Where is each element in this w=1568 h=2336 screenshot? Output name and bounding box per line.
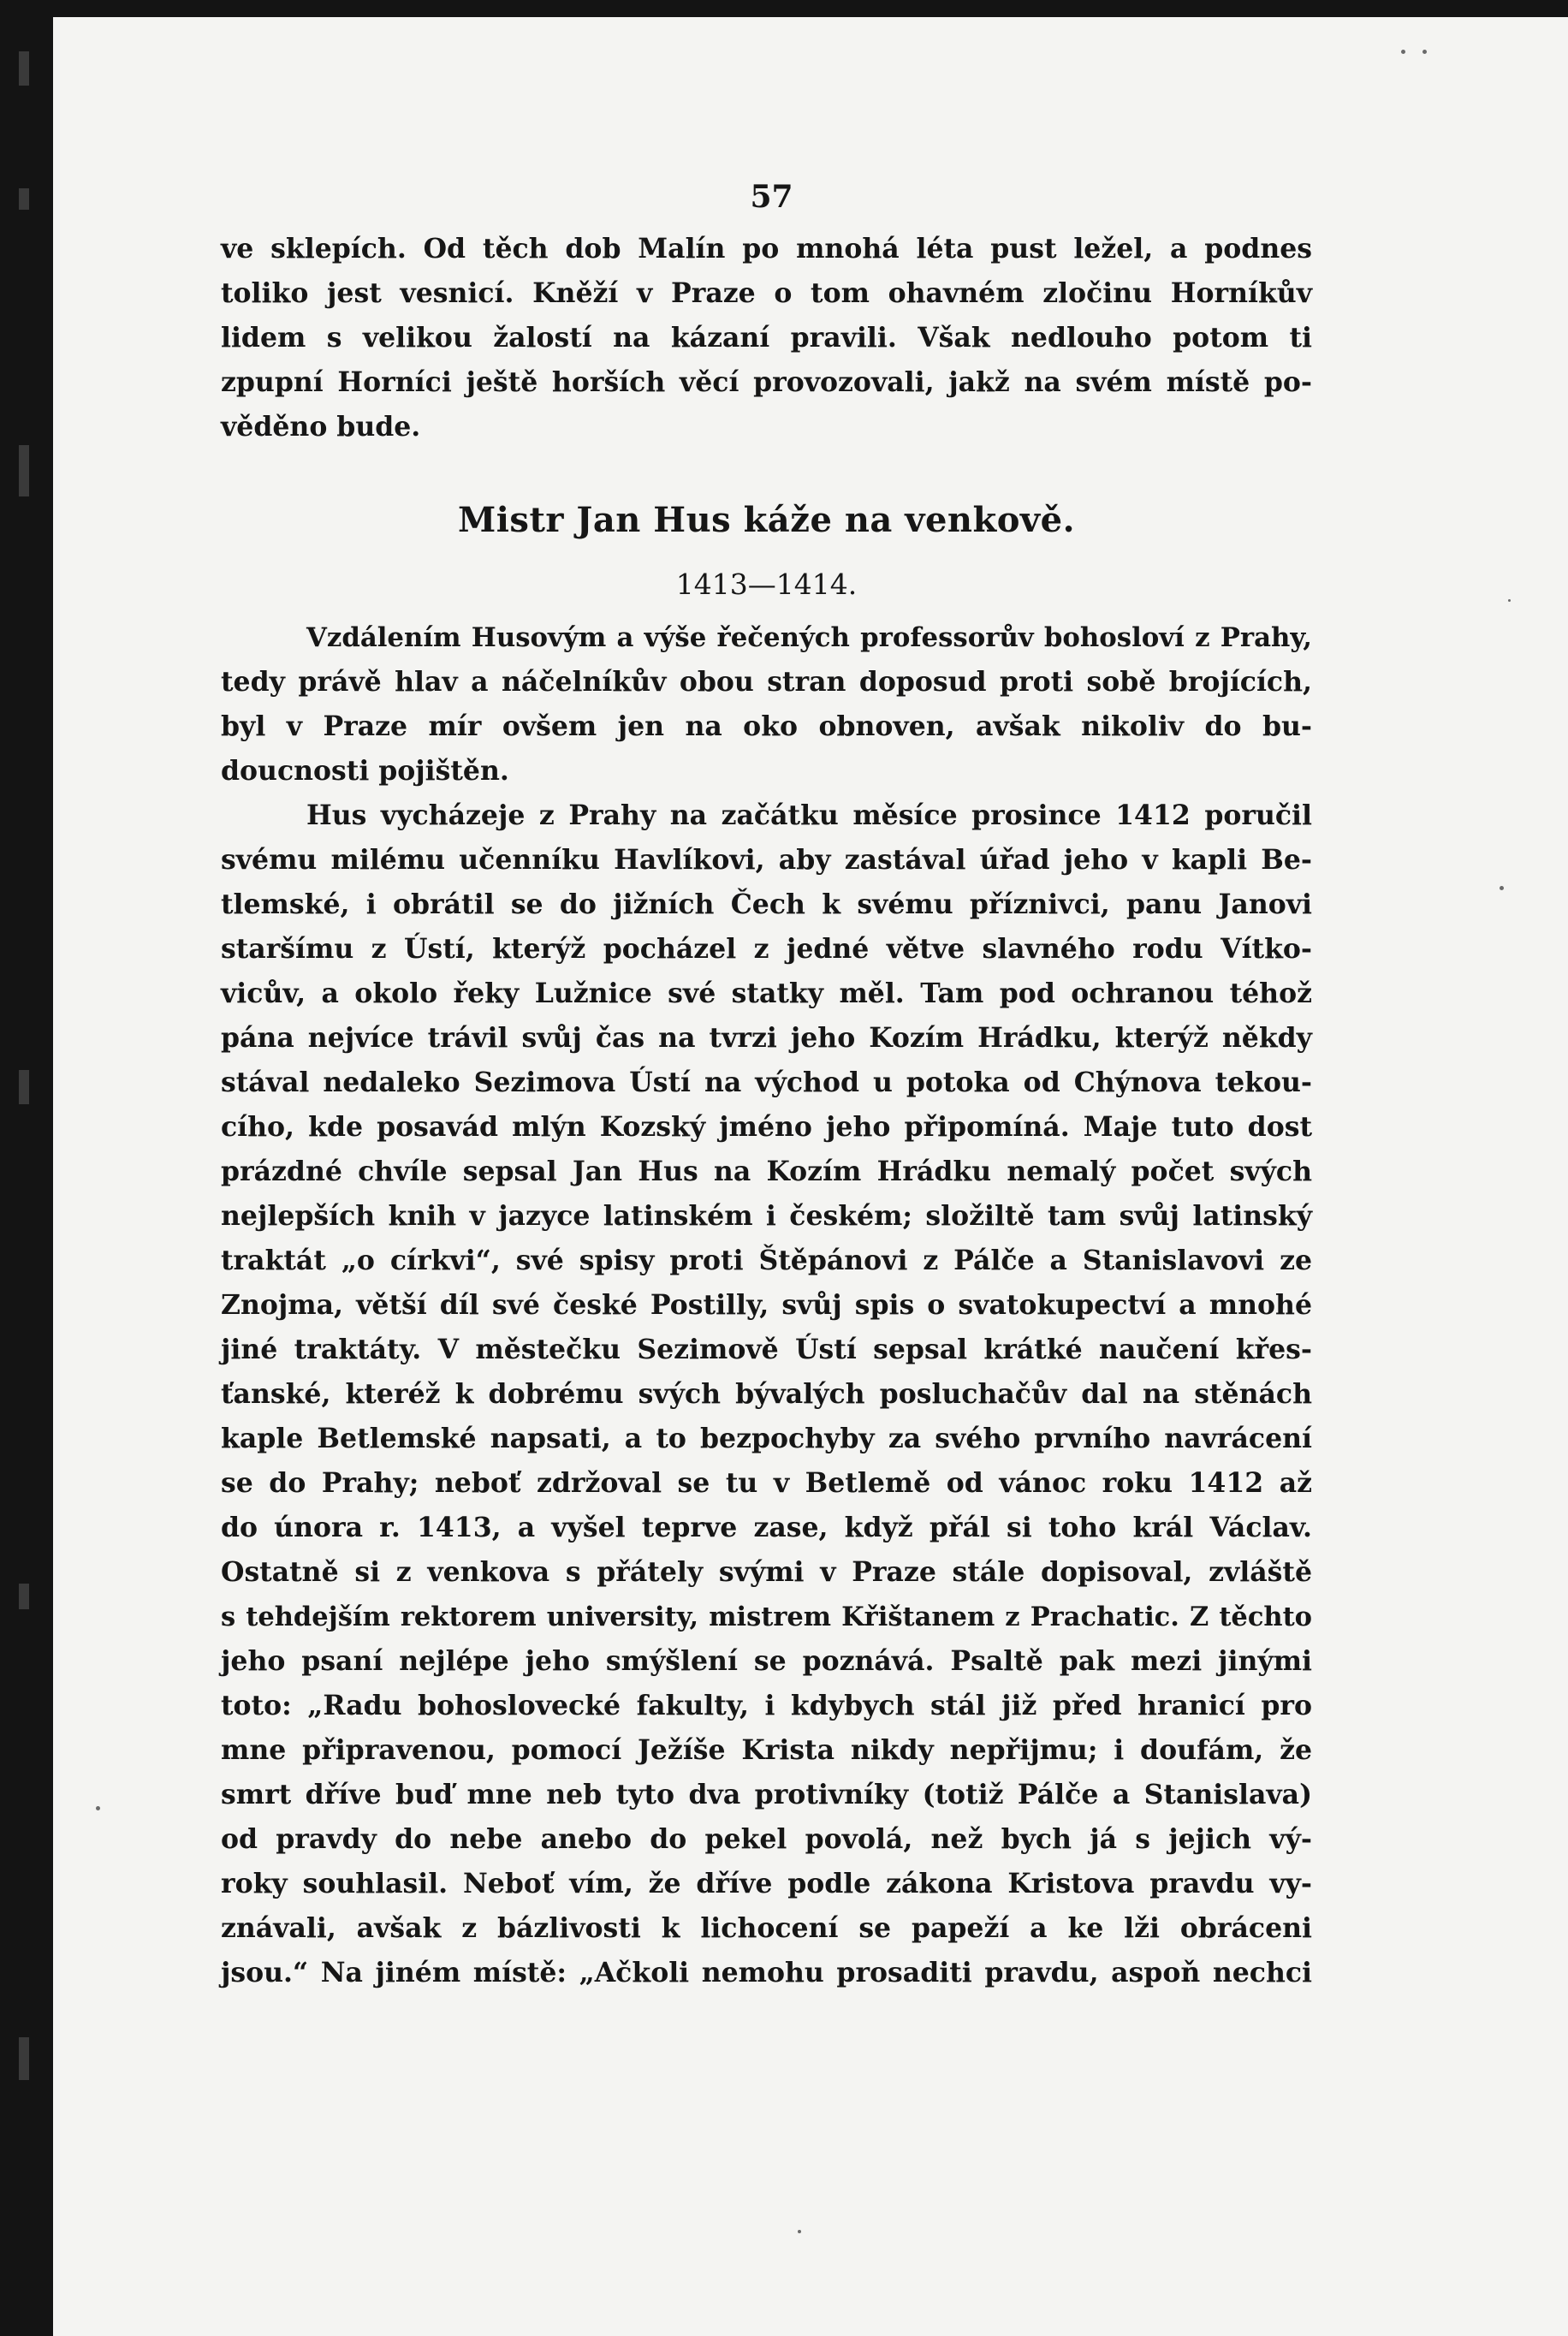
spine-mark bbox=[19, 1584, 29, 1609]
paragraph-1 bbox=[221, 615, 1312, 794]
dust-speck bbox=[1508, 599, 1511, 602]
text-line: mne připravenou, pomocí Ježíše Krista nikdy nepřijmu; i doufám, že bbox=[221, 1734, 1312, 1766]
section-heading: Mistr Jan Hus káže na venkově. bbox=[457, 500, 1076, 540]
text-line: nejlepších knih v jazyce latinském i českém; složiltě tam svůj latinský bbox=[221, 1200, 1312, 1232]
text-line: traktát „o církvi“, své spisy proti Štěpánovi z Pálče a Stanislavovi ze bbox=[221, 1245, 1312, 1276]
text-line: vicův, a okolo řeky Lužnice své statky měl. Tam pod ochranou téhož bbox=[221, 978, 1312, 1009]
text-line: jsou.“ Na jiném místě: „Ačkoli nemohu prosaditi pravdu, aspoň nechci bbox=[221, 1957, 1312, 1988]
text-line: znávali, avšak z bázlivosti k lichocení se papeží a ke lži obráceni bbox=[221, 1912, 1312, 1944]
text-line: toliko jest vesnicí. Kněží v Praze o tom ohavném zločinu Horníkův bbox=[221, 277, 1312, 309]
text-line: od pravdy do nebe anebo do pekel povolá, než bych já s jejich vý- bbox=[221, 1823, 1312, 1855]
text-line: svému milému učenníku Havlíkovi, aby zastával úřad jeho v kapli Be- bbox=[221, 844, 1312, 876]
intro-paragraph bbox=[221, 227, 1312, 449]
text-line: se do Prahy; neboť zdržoval se tu v Betlemě od vánoc roku 1412 až bbox=[221, 1467, 1312, 1499]
text-line: Znojma, větší díl své české Postilly, svůj spis o svatokupectví a mnohé bbox=[221, 1289, 1312, 1321]
spine-mark bbox=[19, 445, 29, 496]
text-line: cího, kde posavád mlýn Kozský jméno jeho připomíná. Maje tuto dost bbox=[221, 1111, 1312, 1143]
text-line: lidem s velikou žalostí na kázaní pravili. Však nedlouho potom ti bbox=[221, 322, 1312, 354]
text-line: Ostatně si z venkova s přátely svými v Praze stále dopisoval, zvláště bbox=[221, 1556, 1312, 1588]
text-line: smrt dříve buď mne neb tyto dva protivníky (totiž Pálče a Stanislava) bbox=[221, 1779, 1312, 1810]
text-line: jiné traktáty. V městečku Sezimově Ústí sepsal krátké naučení křes- bbox=[221, 1334, 1312, 1365]
dust-speck bbox=[96, 1806, 100, 1810]
text-line: ve sklepích. Od těch dob Malín po mnohá léta pust ležel, a podnes bbox=[221, 233, 1312, 265]
text-line: Vzdálením Husovým a výše řečených professorův bohosloví z Prahy, bbox=[306, 622, 1312, 653]
text-line: zpupní Horníci ještě horších věcí provozovali, jakž na svém místě po- bbox=[221, 366, 1312, 398]
text-line: tedy právě hlav a náčelníkův obou stran doposud proti sobě brojících, bbox=[221, 666, 1312, 698]
text-line: pána nejvíce trávil svůj čas na tvrzi jeho Kozím Hrádku, kterýž někdy bbox=[221, 1022, 1312, 1054]
text-line: s tehdejším rektorem university, mistrem Křištanem z Prachatic. Z těchto bbox=[221, 1602, 1312, 1632]
page-content bbox=[221, 167, 1312, 1995]
text-line: prázdné chvíle sepsal Jan Hus na Kozím Hrádku nemalý počet svých bbox=[221, 1156, 1312, 1187]
text-line: toto: „Radu bohoslovecké fakulty, i kdybych stál již před hranicí pro bbox=[221, 1690, 1312, 1721]
dust-speck bbox=[1422, 50, 1427, 54]
dust-speck bbox=[1500, 886, 1504, 890]
text-line: byl v Praze mír ovšem jen na oko obnoven, avšak nikoliv do bu- bbox=[221, 710, 1312, 742]
spine-mark bbox=[19, 2037, 29, 2080]
text-line: do února r. 1413, a vyšel teprve zase, když přál si toho král Václav. bbox=[221, 1512, 1312, 1543]
text-line: roky souhlasil. Neboť vím, že dříve podle zákona Kristova pravdu vy- bbox=[221, 1868, 1312, 1899]
text-line: tlemské, i obrátil se do jižních Čech k svému příznivci, panu Janovi bbox=[221, 889, 1312, 920]
dust-speck bbox=[1401, 50, 1405, 54]
text-line: ťanské, kteréž k dobrému svých bývalých posluchačův dal na stěnách bbox=[221, 1378, 1312, 1410]
page-number: 57 bbox=[750, 179, 793, 215]
text-line: jeho psaní nejlépe jeho smýšlení se poznává. Psaltě pak mezi jinými bbox=[221, 1645, 1312, 1677]
text-line: stával nedaleko Sezimova Ústí na východ u potoka od Chýnova tekou- bbox=[221, 1067, 1312, 1098]
dust-speck bbox=[798, 2230, 801, 2233]
spine-mark bbox=[19, 51, 29, 86]
spine-mark bbox=[19, 188, 29, 210]
text-line: Hus vycházeje z Prahy na začátku měsíce prosince 1412 poručil bbox=[306, 799, 1312, 831]
paragraph-2 bbox=[221, 794, 1312, 1995]
text-line: věděno bude. bbox=[221, 411, 421, 443]
text-line: doucnosti pojištěn. bbox=[221, 755, 509, 787]
section-years: 1413—1414. bbox=[675, 568, 858, 601]
spine-mark bbox=[19, 1070, 29, 1104]
book-spine-edge bbox=[0, 0, 53, 2336]
text-line: staršímu z Ústí, kterýž pocházel z jedné větve slavného rodu Vítko- bbox=[221, 933, 1312, 965]
text-line: kaple Betlemské napsati, a to bezpochyby za svého prvního navrácení bbox=[221, 1423, 1312, 1454]
